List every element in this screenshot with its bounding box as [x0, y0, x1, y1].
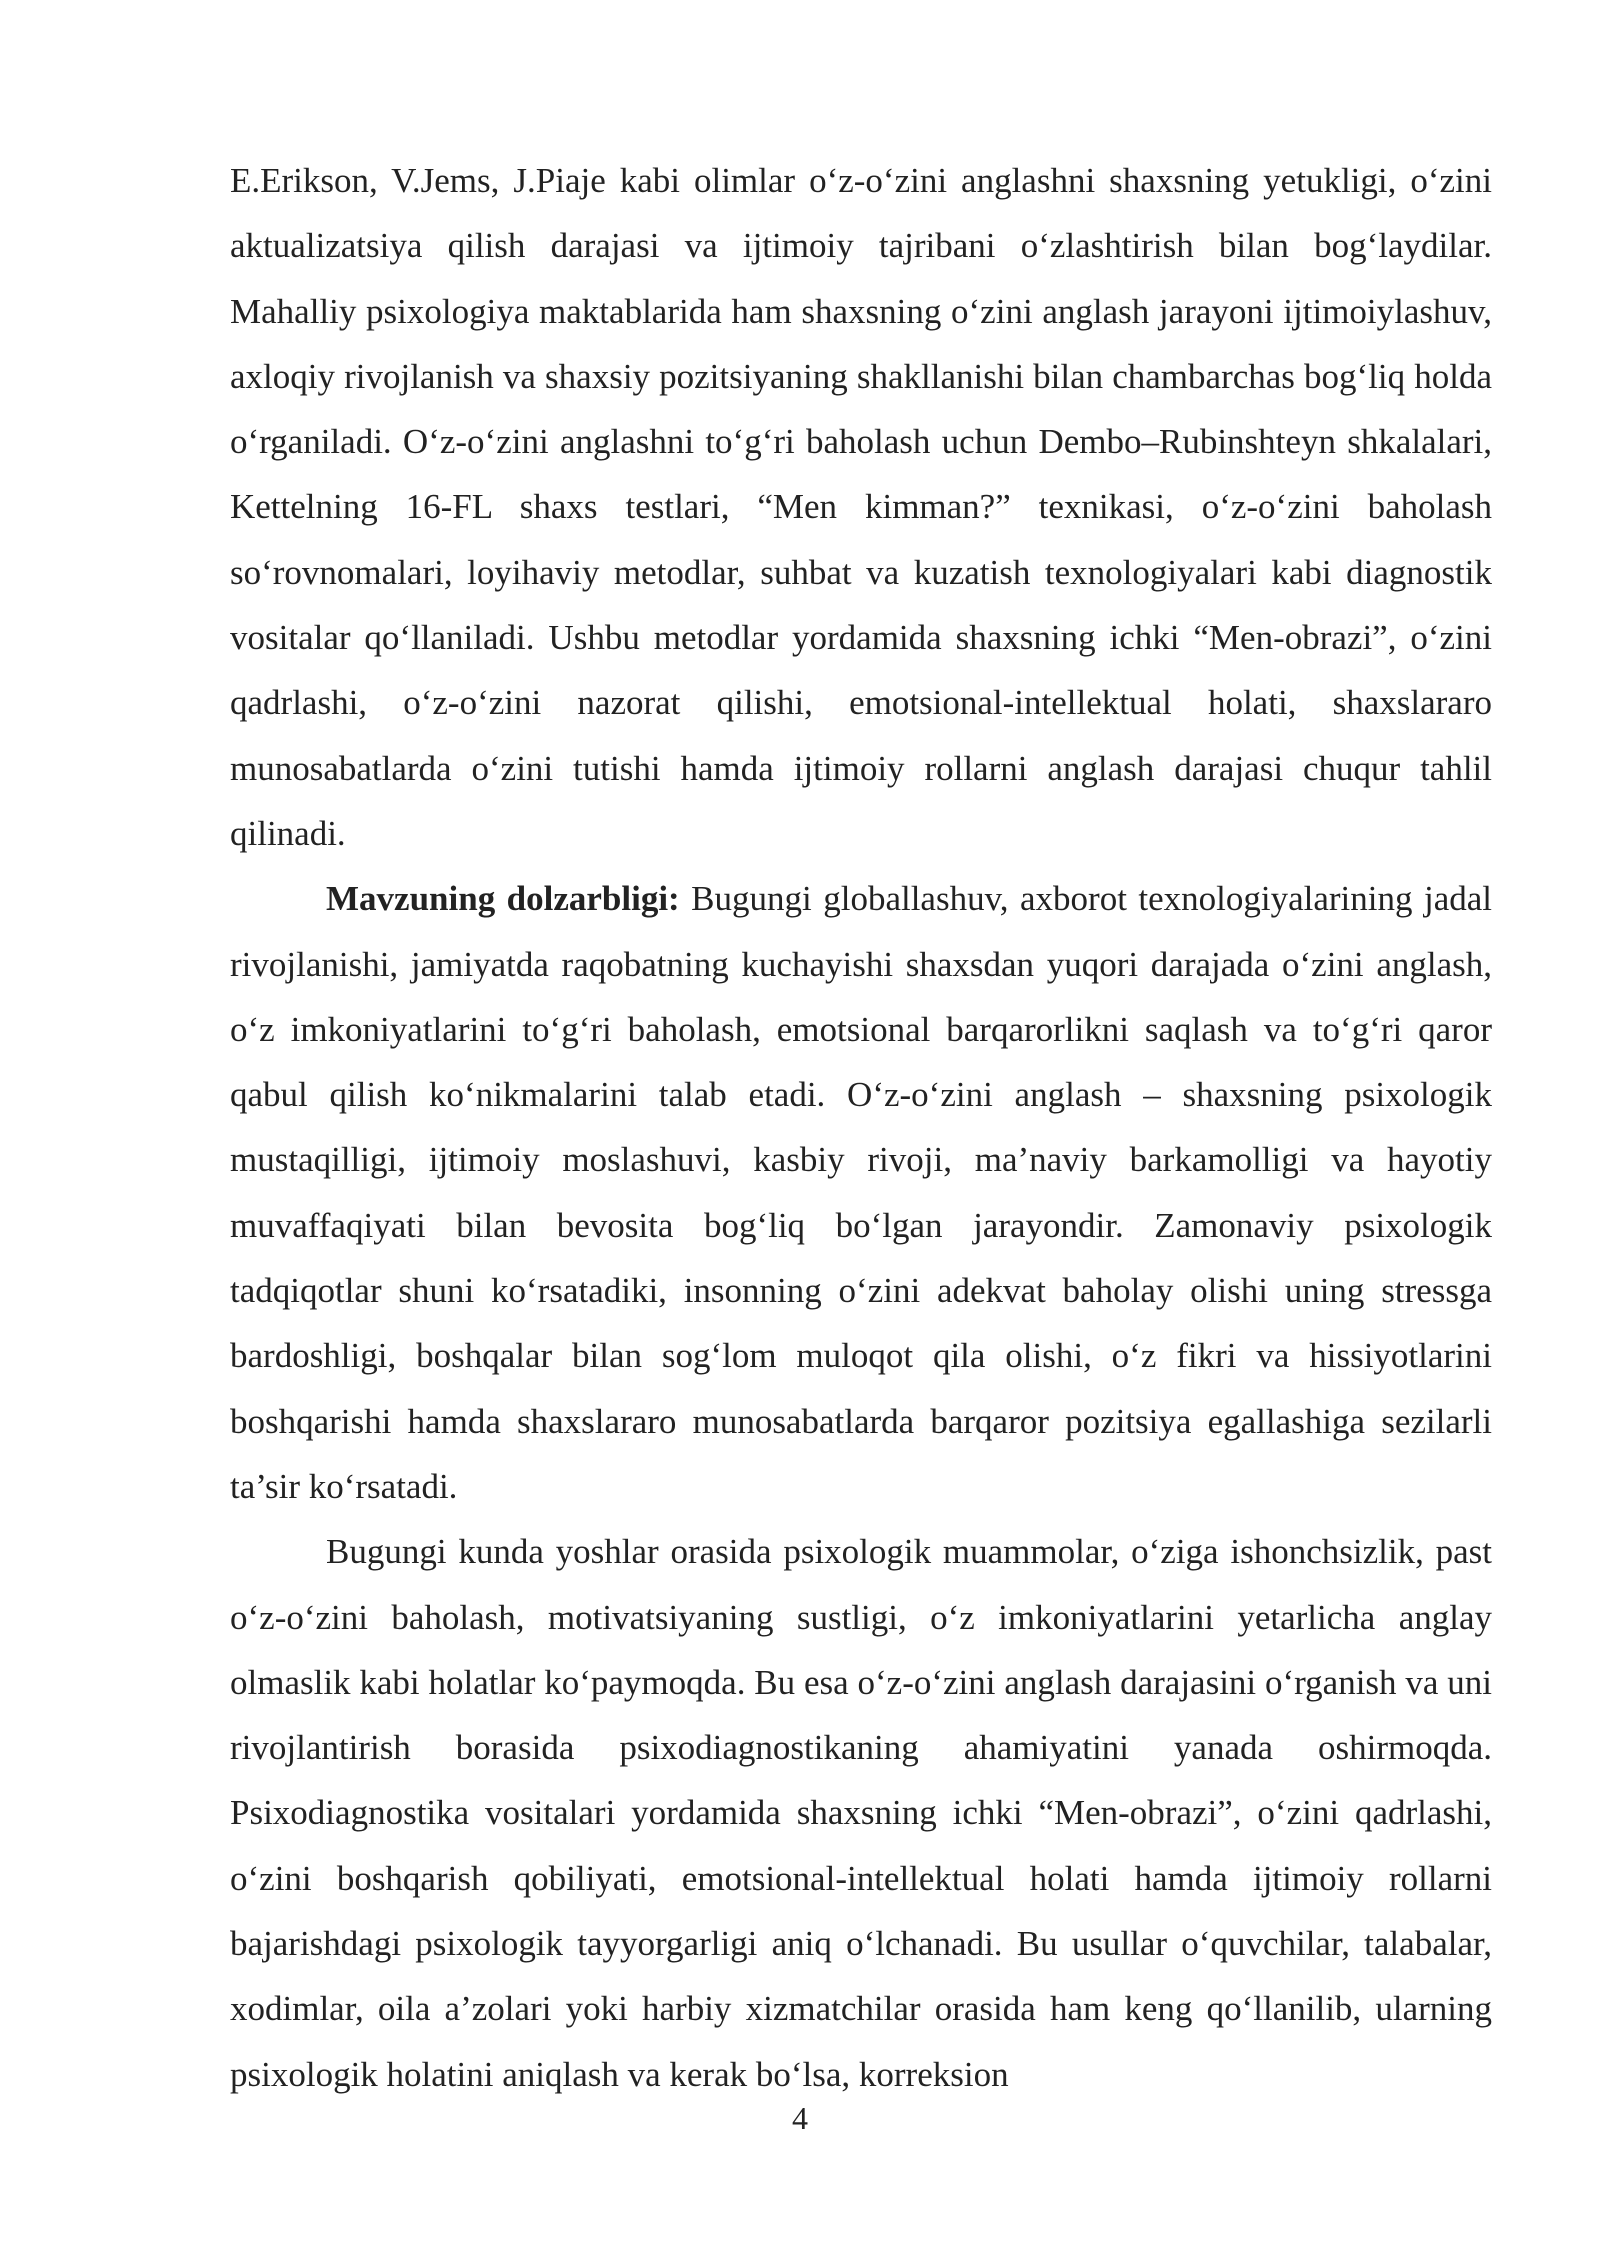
- body-text: [230, 148, 1492, 2107]
- paragraph-1: E.Erikson, V.Jems, J.Piaje kabi olimlar o‘z-o‘zini anglashni shaxsning yetukligi, o‘zini aktualizatsiya qilish darajasi va ijtimoiy tajribani o‘zlashtirish bilan bog‘laydilar. Mahalliy psixologiya maktablarida ham shaxsning o‘zini anglash jarayoni ijtimoiylashuv, axloqiy rivojlanish va shaxsiy pozitsiyaning shakllanishi bilan chambarchas bog‘liq holda o‘rganiladi. O‘z-o‘zini anglashni to‘g‘ri baholash uchun Dembo–Rubinshteyn shkalalari, Kettelning 16-FL shaxs testlari, “Men kimman?” texnikasi, o‘z-o‘zini baholash so‘rovnomalari, loyihaviy metodlar, suhbat va kuzatish texnologiyalari kabi diagnostik vositalar qo‘llaniladi. Ushbu metodlar yordamida shaxsning ichki “Men-obrazi”, o‘zini qadrlashi, o‘z-o‘zini nazorat qilishi, emotsional-intellektual holati, shaxslararo munosabatlarda o‘zini tutishi hamda ijtimoiy rollarni anglash darajasi chuqur tahlil qilinadi.: [230, 161, 1492, 853]
- page-number: 4: [792, 2100, 808, 2136]
- section-heading-relevance: Mavzuning dolzarbligi:: [326, 879, 680, 919]
- paragraph-3: Bugungi kunda yoshlar orasida psixologik muammolar, o‘ziga ishonchsizlik, past o‘z-o‘zini baholash, motivatsiyaning sustligi, o‘z imkoniyatlarini yetarlicha anglay olmaslik kabi holatlar ko‘paymoqda. Bu esa o‘z-o‘zini anglash darajasini o‘rganish va uni rivojlantirish borasida psixodiagnostikaning ahamiyatini yanada oshirmoqda. Psixodiagnostika vositalari yordamida shaxsning ichki “Men-obrazi”, o‘zini qadrlashi, o‘zini boshqarish qobiliyati, emotsional-intellektual holati hamda ijtimoiy rollarni bajarishdagi psixologik tayyorgarligi aniq o‘lchanadi. Bu usullar o‘quvchilar, talabalar, xodimlar, oila a’zolari yoki harbiy xizmatchilar orasida ham keng qo‘llanilib, ularning psixologik holatini aniqlash va kerak bo‘lsa, korreksion: [230, 1532, 1492, 2094]
- paragraph-2: [230, 866, 1492, 1519]
- paragraph-2-text: Bugungi globallashuv, axborot texnologiyalarining jadal rivojlanishi, jamiyatda raqobatning kuchayishi shaxsdan yuqori darajada o‘zini anglash, o‘z imkoniyatlarini to‘g‘ri baholash, emotsional barqarorlikni saqlash va to‘g‘ri qaror qabul qilish ko‘nikmalarini talab etadi. O‘z-o‘zini anglash – shaxsning psixologik mustaqilligi, ijtimoiy moslashuvi, kasbiy rivoji, ma’naviy barkamolligi va hayotiy muvaffaqiyati bilan bevosita bog‘liq bo‘lgan jarayondir. Zamonaviy psixologik tadqiqotlar shuni ko‘rsatadiki, insonning o‘zini adekvat baholay olishi uning stressga bardoshligi, boshqalar bilan sog‘lom muloqot qila olishi, o‘z fikri va hissiyotlarini boshqarishi hamda shaxslararo munosabatlarda barqaror pozitsiya egallashiga sezilarli ta’sir ko‘rsatadi.: [230, 879, 1492, 1506]
